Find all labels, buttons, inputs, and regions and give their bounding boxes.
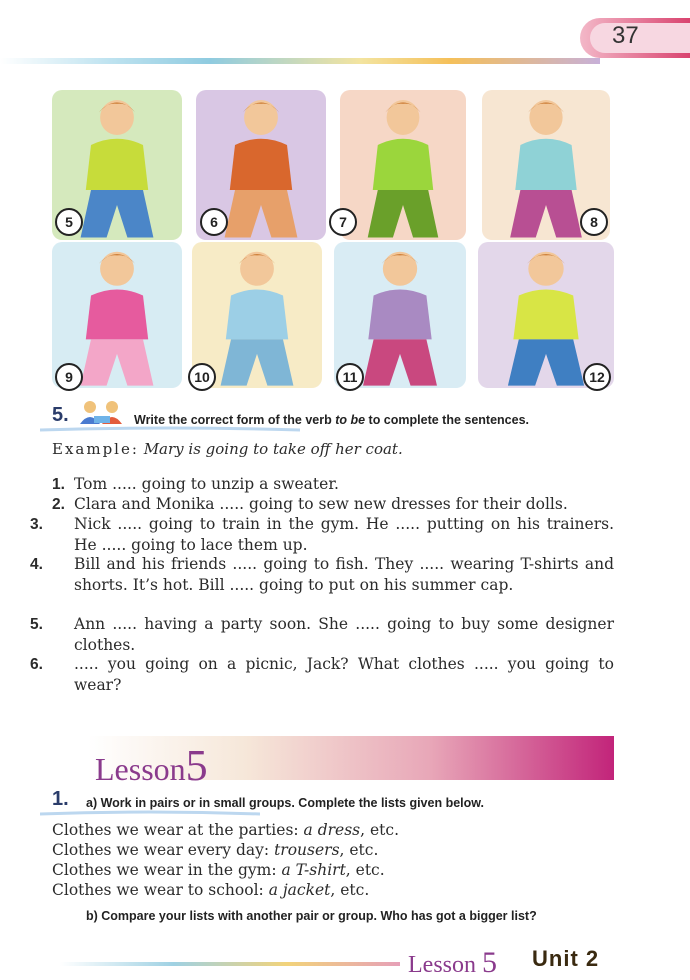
sentence-item: 2. Clara and Monika ..... going to sew new dresses for their dolls. bbox=[52, 495, 568, 513]
picture-number-badge: 5 bbox=[55, 208, 83, 236]
sentence-item: 4. Bill and his friends ..... going to fish. They ..... wearing T-shirts and shorts. It’s hot. Bill ..... going to put on his summer cap. bbox=[30, 555, 614, 594]
sentence-item: 5. Ann ..... having a party soon. She ..... going to buy some designer clothes. bbox=[30, 615, 614, 654]
clothes-list-line: Clothes we wear at the parties: a dress, etc. bbox=[52, 821, 400, 839]
sentence-item: 6. ..... you going on a picnic, Jack? What clothes ..... you going to wear? bbox=[30, 655, 614, 694]
clothes-list-line: Clothes we wear in the gym: a T-shirt, etc. bbox=[52, 861, 385, 879]
header-rule bbox=[0, 58, 600, 64]
exercise-number: 5. bbox=[52, 404, 69, 426]
clothes-list-line: Clothes we wear every day: trousers, etc. bbox=[52, 841, 379, 859]
picture-number-badge: 7 bbox=[329, 208, 357, 236]
unit-logo: Unit 2 bbox=[532, 946, 600, 971]
page-number: 37 bbox=[612, 22, 639, 49]
divider-swoosh bbox=[40, 426, 300, 434]
example-sentence: Example: Mary is going to take off her coat. bbox=[52, 440, 403, 458]
footer-lesson-label: Lesson 5 bbox=[408, 946, 497, 979]
footer-rule bbox=[60, 962, 400, 966]
pair-work-icon bbox=[76, 398, 130, 424]
sentence-item: 1. Tom ..... going to unzip a sweater. bbox=[52, 475, 339, 493]
sentence-item: 3. Nick ..... going to train in the gym. He ..... putting on his trainers. He ..... going to lace them up. bbox=[30, 515, 614, 554]
exercise-5-instruction: Write the correct form of the verb to be to complete the sentences. bbox=[134, 413, 529, 427]
child-figure bbox=[340, 90, 466, 240]
lesson-title: Lesson5 bbox=[95, 741, 208, 790]
picture-number-badge: 8 bbox=[580, 208, 608, 236]
picture-number-badge: 11 bbox=[336, 363, 364, 391]
illustration-7 bbox=[340, 90, 466, 240]
picture-number-badge: 10 bbox=[188, 363, 216, 391]
picture-number-badge: 6 bbox=[200, 208, 228, 236]
exercise-1b-instruction: b) Compare your lists with another pair or group. Who has got a bigger list? bbox=[86, 909, 537, 923]
exercise-number: 1. bbox=[52, 788, 69, 810]
exercise-1a-instruction: a) Work in pairs or in small groups. Complete the lists given below. bbox=[86, 796, 484, 810]
divider-swoosh bbox=[40, 810, 260, 818]
picture-number-badge: 12 bbox=[583, 363, 611, 391]
clothes-list-line: Clothes we wear to school: a jacket, etc. bbox=[52, 881, 370, 899]
picture-number-badge: 9 bbox=[55, 363, 83, 391]
